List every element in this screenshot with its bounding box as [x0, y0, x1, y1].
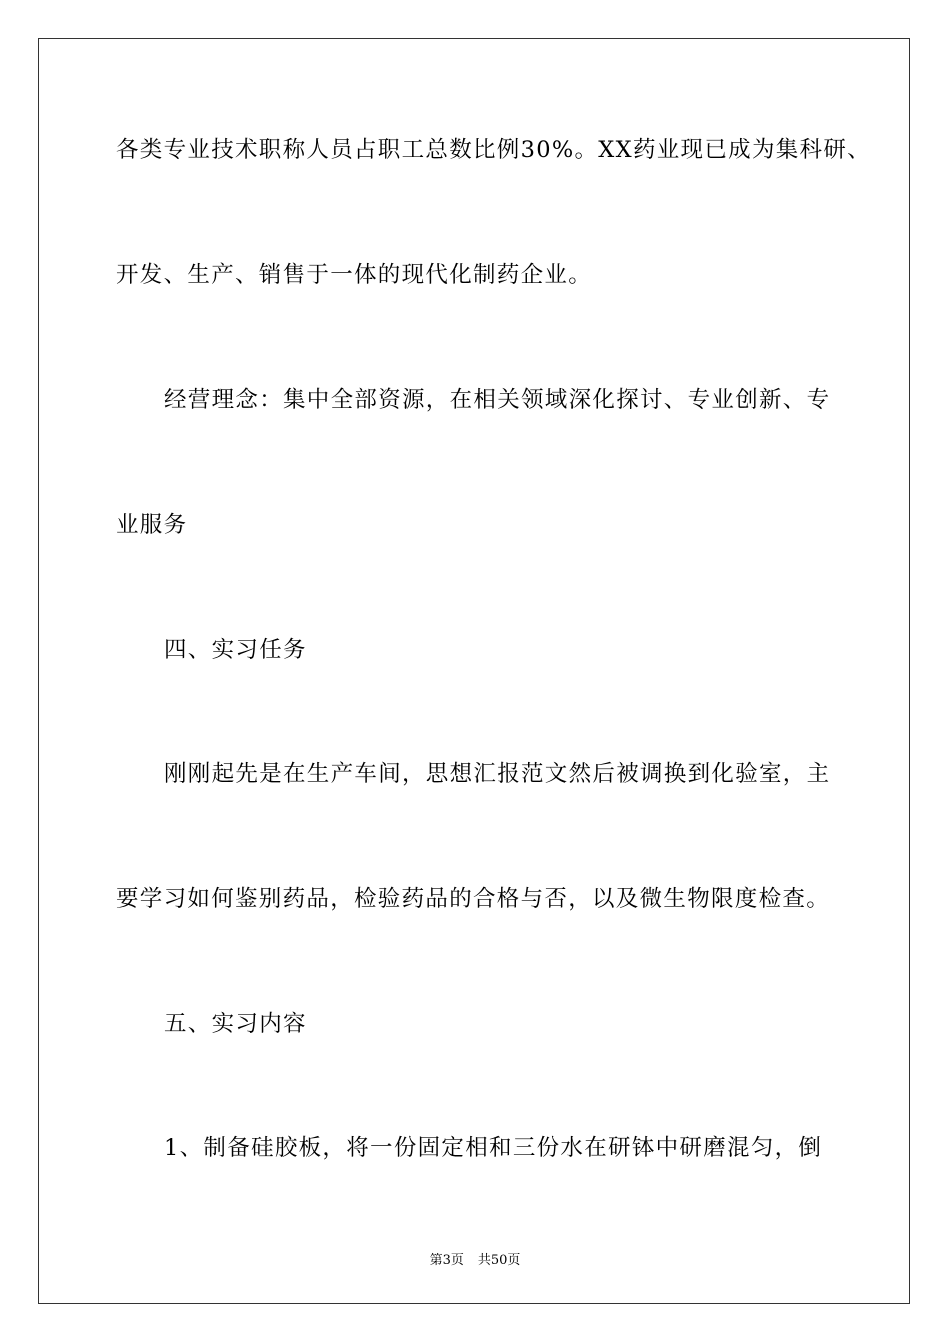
paragraph-line-4: 业服务 [116, 512, 188, 538]
page-footer [0, 1249, 950, 1268]
paragraph-line-3: 经营理念：集中全部资源，在相关领域深化探讨、专业创新、专 [164, 387, 831, 413]
page-border [38, 38, 910, 1304]
page-number: 第3页 [429, 1253, 464, 1268]
paragraph-line-1: 各类专业技术职称人员占职工总数比例30%。XX药业现已成为集科研、 [116, 137, 871, 163]
paragraph-line-9: 1、制备硅胶板，将一份固定相和三份水在研钵中研磨混匀，倒 [164, 1135, 823, 1161]
section-heading-5: 五、实习内容 [164, 1011, 307, 1037]
paragraph-line-2: 开发、生产、销售于一体的现代化制药企业。 [116, 262, 593, 288]
paragraph-line-7: 要学习如何鉴别药品，检验药品的合格与否，以及微生物限度检查。 [116, 886, 831, 912]
total-pages: 共50页 [477, 1253, 521, 1268]
paragraph-line-6: 刚刚起先是在生产车间，思想汇报范文然后被调换到化验室，主 [164, 761, 831, 787]
section-heading-4: 四、实习任务 [164, 637, 307, 663]
